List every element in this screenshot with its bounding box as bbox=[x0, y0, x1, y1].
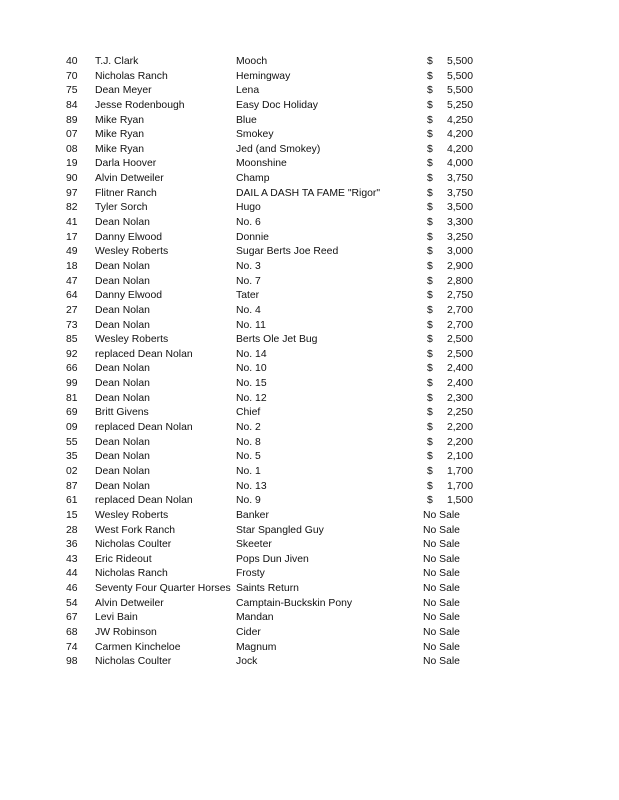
horse-name: No. 6 bbox=[236, 217, 261, 229]
lot-number: 15 bbox=[66, 509, 78, 521]
sale-price: 3,750 bbox=[446, 173, 473, 185]
sale-price: 2,700 bbox=[446, 319, 473, 331]
lot-number: 98 bbox=[66, 656, 78, 668]
sale-row bbox=[0, 216, 619, 231]
sale-status: No Sale bbox=[423, 612, 460, 624]
currency-symbol: $ bbox=[427, 143, 433, 155]
sale-status: No Sale bbox=[423, 626, 460, 638]
lot-number: 49 bbox=[66, 246, 78, 258]
consignor-name: replaced Dean Nolan bbox=[95, 495, 193, 507]
lot-number: 70 bbox=[66, 70, 78, 82]
lot-number: 82 bbox=[66, 202, 78, 214]
horse-name: Saints Return bbox=[236, 583, 299, 595]
currency-symbol: $ bbox=[427, 480, 433, 492]
currency-symbol: $ bbox=[427, 275, 433, 287]
sale-row bbox=[0, 172, 619, 187]
horse-name: Smokey bbox=[236, 129, 274, 141]
sale-price: 2,500 bbox=[446, 334, 473, 346]
currency-symbol: $ bbox=[427, 56, 433, 67]
lot-number: 08 bbox=[66, 143, 78, 155]
consignor-name: Dean Nolan bbox=[95, 319, 150, 331]
sale-row bbox=[0, 611, 619, 626]
consignor-name: Carmen Kincheloe bbox=[95, 641, 181, 653]
sale-status: No Sale bbox=[423, 524, 460, 536]
currency-symbol: $ bbox=[427, 348, 433, 360]
lot-number: 54 bbox=[66, 597, 78, 609]
consignor-name: Dean Nolan bbox=[95, 363, 150, 375]
sale-price: 2,500 bbox=[446, 348, 473, 360]
sale-row bbox=[0, 406, 619, 421]
lot-number: 28 bbox=[66, 524, 78, 536]
horse-name: No. 15 bbox=[236, 378, 267, 390]
currency-symbol: $ bbox=[427, 85, 433, 97]
sale-row bbox=[0, 392, 619, 407]
horse-name: No. 3 bbox=[236, 260, 261, 272]
consignor-name: Darla Hoover bbox=[95, 158, 157, 170]
consignor-name: Dean Nolan bbox=[95, 260, 150, 272]
sale-status: No Sale bbox=[423, 597, 460, 609]
sale-status: No Sale bbox=[423, 583, 460, 595]
consignor-name: Dean Nolan bbox=[95, 378, 150, 390]
horse-name: Camptain-Buckskin Pony bbox=[236, 597, 353, 609]
sale-price: 2,200 bbox=[446, 436, 473, 448]
horse-name: Donnie bbox=[236, 231, 269, 243]
lot-number: 47 bbox=[66, 275, 78, 287]
sale-row bbox=[0, 450, 619, 465]
sale-price: 1,500 bbox=[446, 495, 473, 507]
sale-status: No Sale bbox=[423, 509, 460, 521]
horse-name: No. 2 bbox=[236, 422, 261, 434]
lot-number: 27 bbox=[66, 304, 78, 316]
sale-row bbox=[0, 201, 619, 216]
sale-price: 2,400 bbox=[446, 363, 473, 375]
currency-symbol: $ bbox=[427, 378, 433, 390]
consignor-name: Britt Givens bbox=[95, 407, 149, 419]
sale-row bbox=[0, 143, 619, 158]
horse-name: Frosty bbox=[236, 568, 265, 580]
horse-name: Magnum bbox=[236, 641, 277, 653]
lot-number: 67 bbox=[66, 612, 78, 624]
consignor-name: Seventy Four Quarter Horses bbox=[95, 583, 231, 595]
sale-row bbox=[0, 304, 619, 319]
lot-number: 92 bbox=[66, 348, 78, 360]
sale-row bbox=[0, 553, 619, 568]
sale-price: 1,700 bbox=[446, 480, 473, 492]
currency-symbol: $ bbox=[427, 392, 433, 404]
sale-row bbox=[0, 319, 619, 334]
sale-row bbox=[0, 289, 619, 304]
sale-row bbox=[0, 524, 619, 539]
lot-number: 68 bbox=[66, 626, 78, 638]
sale-row bbox=[0, 655, 619, 670]
horse-name: DAIL A DASH TA FAME "Rigor" bbox=[236, 187, 381, 199]
consignor-name: T.J. Clark bbox=[95, 56, 139, 67]
consignor-name: JW Robinson bbox=[95, 626, 157, 638]
lot-number: 40 bbox=[66, 56, 78, 67]
lot-number: 89 bbox=[66, 114, 78, 126]
horse-name: No. 7 bbox=[236, 275, 261, 287]
sale-results-list bbox=[0, 55, 619, 670]
sale-row bbox=[0, 480, 619, 495]
consignor-name: Dean Nolan bbox=[95, 304, 150, 316]
horse-name: No. 12 bbox=[236, 392, 267, 404]
lot-number: 85 bbox=[66, 334, 78, 346]
horse-name: Jock bbox=[236, 656, 258, 668]
consignor-name: Dean Nolan bbox=[95, 465, 150, 477]
consignor-name: Mike Ryan bbox=[95, 114, 145, 126]
sale-price: 2,300 bbox=[446, 392, 473, 404]
horse-name: Banker bbox=[236, 509, 269, 521]
horse-name: Jed (and Smokey) bbox=[236, 143, 321, 155]
sale-row bbox=[0, 597, 619, 612]
currency-symbol: $ bbox=[427, 422, 433, 434]
horse-name: No. 14 bbox=[236, 348, 267, 360]
sale-price: 2,400 bbox=[446, 378, 473, 390]
sale-row bbox=[0, 465, 619, 480]
consignor-name: Eric Rideout bbox=[95, 553, 152, 565]
horse-name: No. 10 bbox=[236, 363, 267, 375]
lot-number: 17 bbox=[66, 231, 78, 243]
sale-row bbox=[0, 333, 619, 348]
sale-row bbox=[0, 245, 619, 260]
horse-name: Moonshine bbox=[236, 158, 287, 170]
sale-row bbox=[0, 275, 619, 290]
lot-number: 46 bbox=[66, 583, 78, 595]
lot-number: 35 bbox=[66, 451, 78, 463]
lot-number: 55 bbox=[66, 436, 78, 448]
lot-number: 74 bbox=[66, 641, 78, 653]
lot-number: 19 bbox=[66, 158, 78, 170]
horse-name: Easy Doc Holiday bbox=[236, 99, 319, 111]
currency-symbol: $ bbox=[427, 129, 433, 141]
sale-row bbox=[0, 494, 619, 509]
currency-symbol: $ bbox=[427, 70, 433, 82]
horse-name: Hemingway bbox=[236, 70, 291, 82]
horse-name: Star Spangled Guy bbox=[236, 524, 324, 536]
horse-name: No. 4 bbox=[236, 304, 261, 316]
sale-price: 5,250 bbox=[446, 99, 473, 111]
sale-price: 3,300 bbox=[446, 217, 473, 229]
consignor-name: Dean Meyer bbox=[95, 85, 152, 97]
currency-symbol: $ bbox=[427, 451, 433, 463]
lot-number: 36 bbox=[66, 539, 78, 551]
lot-number: 18 bbox=[66, 260, 78, 272]
horse-name: Tater bbox=[236, 290, 260, 302]
sale-status: No Sale bbox=[423, 641, 460, 653]
consignor-name: Nicholas Coulter bbox=[95, 656, 172, 668]
horse-name: Champ bbox=[236, 173, 270, 185]
currency-symbol: $ bbox=[427, 114, 433, 126]
lot-number: 69 bbox=[66, 407, 78, 419]
currency-symbol: $ bbox=[427, 202, 433, 214]
sale-price: 5,500 bbox=[446, 56, 473, 67]
sale-price: 1,700 bbox=[446, 465, 473, 477]
horse-name: No. 9 bbox=[236, 495, 261, 507]
currency-symbol: $ bbox=[427, 173, 433, 185]
horse-name: Mandan bbox=[236, 612, 274, 624]
currency-symbol: $ bbox=[427, 407, 433, 419]
sale-price: 2,800 bbox=[446, 275, 473, 287]
sale-row bbox=[0, 55, 619, 70]
lot-number: 90 bbox=[66, 173, 78, 185]
horse-name: Skeeter bbox=[236, 539, 272, 551]
horse-name: No. 8 bbox=[236, 436, 261, 448]
consignor-name: Wesley Roberts bbox=[95, 509, 169, 521]
consignor-name: Dean Nolan bbox=[95, 275, 150, 287]
sale-status: No Sale bbox=[423, 568, 460, 580]
sale-price: 3,500 bbox=[446, 202, 473, 214]
lot-number: 61 bbox=[66, 495, 78, 507]
sale-row bbox=[0, 128, 619, 143]
currency-symbol: $ bbox=[427, 363, 433, 375]
lot-number: 81 bbox=[66, 392, 78, 404]
sale-price: 3,000 bbox=[446, 246, 473, 258]
currency-symbol: $ bbox=[427, 99, 433, 111]
sale-row bbox=[0, 436, 619, 451]
sale-row bbox=[0, 567, 619, 582]
lot-number: 99 bbox=[66, 378, 78, 390]
sale-price: 2,750 bbox=[446, 290, 473, 302]
currency-symbol: $ bbox=[427, 158, 433, 170]
consignor-name: Mike Ryan bbox=[95, 143, 145, 155]
consignor-name: replaced Dean Nolan bbox=[95, 348, 193, 360]
lot-number: 66 bbox=[66, 363, 78, 375]
horse-name: Chief bbox=[236, 407, 261, 419]
sale-row bbox=[0, 641, 619, 656]
sale-row bbox=[0, 377, 619, 392]
lot-number: 87 bbox=[66, 480, 78, 492]
sale-row bbox=[0, 538, 619, 553]
lot-number: 41 bbox=[66, 217, 78, 229]
sale-row bbox=[0, 626, 619, 641]
consignor-name: Flitner Ranch bbox=[95, 187, 157, 199]
sale-row bbox=[0, 187, 619, 202]
currency-symbol: $ bbox=[427, 319, 433, 331]
sale-price: 4,200 bbox=[446, 129, 473, 141]
horse-name: No. 5 bbox=[236, 451, 261, 463]
currency-symbol: $ bbox=[427, 187, 433, 199]
lot-number: 84 bbox=[66, 99, 78, 111]
sale-price: 2,900 bbox=[446, 260, 473, 272]
currency-symbol: $ bbox=[427, 304, 433, 316]
consignor-name: Danny Elwood bbox=[95, 231, 163, 243]
consignor-name: Wesley Roberts bbox=[95, 334, 169, 346]
lot-number: 44 bbox=[66, 568, 78, 580]
horse-name: Sugar Berts Joe Reed bbox=[236, 246, 339, 258]
sale-status: No Sale bbox=[423, 656, 460, 668]
horse-name: Cider bbox=[236, 626, 261, 638]
currency-symbol: $ bbox=[427, 436, 433, 448]
currency-symbol: $ bbox=[427, 246, 433, 258]
lot-number: 43 bbox=[66, 553, 78, 565]
sale-row bbox=[0, 348, 619, 363]
currency-symbol: $ bbox=[427, 334, 433, 346]
currency-symbol: $ bbox=[427, 217, 433, 229]
consignor-name: Nicholas Ranch bbox=[95, 568, 168, 580]
horse-name: No. 1 bbox=[236, 465, 261, 477]
currency-symbol: $ bbox=[427, 231, 433, 243]
consignor-name: Nicholas Ranch bbox=[95, 70, 168, 82]
sale-row bbox=[0, 84, 619, 99]
consignor-name: Jesse Rodenbough bbox=[95, 99, 185, 111]
sale-row bbox=[0, 509, 619, 524]
consignor-name: Tyler Sorch bbox=[95, 202, 148, 214]
sale-row bbox=[0, 260, 619, 275]
sale-price: 2,250 bbox=[446, 407, 473, 419]
consignor-name: Dean Nolan bbox=[95, 436, 150, 448]
consignor-name: Wesley Roberts bbox=[95, 246, 169, 258]
sale-row bbox=[0, 70, 619, 85]
horse-name: Pops Dun Jiven bbox=[236, 553, 309, 565]
lot-number: 07 bbox=[66, 129, 78, 141]
lot-number: 02 bbox=[66, 465, 78, 477]
sale-price: 2,700 bbox=[446, 304, 473, 316]
sale-row bbox=[0, 421, 619, 436]
consignor-name: Mike Ryan bbox=[95, 129, 145, 141]
horse-name: Mooch bbox=[236, 56, 268, 67]
horse-name: No. 13 bbox=[236, 480, 267, 492]
sale-status: No Sale bbox=[423, 553, 460, 565]
consignor-name: Nicholas Coulter bbox=[95, 539, 172, 551]
sale-price: 2,200 bbox=[446, 422, 473, 434]
horse-name: Blue bbox=[236, 114, 257, 126]
sale-row bbox=[0, 157, 619, 172]
consignor-name: Levi Bain bbox=[95, 612, 138, 624]
lot-number: 09 bbox=[66, 422, 78, 434]
consignor-name: Dean Nolan bbox=[95, 480, 150, 492]
currency-symbol: $ bbox=[427, 495, 433, 507]
sale-row bbox=[0, 231, 619, 246]
lot-number: 73 bbox=[66, 319, 78, 331]
horse-name: Lena bbox=[236, 85, 260, 97]
sale-price: 2,100 bbox=[446, 451, 473, 463]
sale-price: 3,250 bbox=[446, 231, 473, 243]
horse-name: Hugo bbox=[236, 202, 261, 214]
consignor-name: Dean Nolan bbox=[95, 451, 150, 463]
sale-row bbox=[0, 114, 619, 129]
consignor-name: Alvin Detweiler bbox=[95, 597, 164, 609]
sale-price: 5,500 bbox=[446, 70, 473, 82]
lot-number: 75 bbox=[66, 85, 78, 97]
currency-symbol: $ bbox=[427, 465, 433, 477]
consignor-name: West Fork Ranch bbox=[95, 524, 176, 536]
sale-price: 3,750 bbox=[446, 187, 473, 199]
horse-name: No. 11 bbox=[236, 319, 266, 331]
lot-number: 97 bbox=[66, 187, 78, 199]
horse-name: Berts Ole Jet Bug bbox=[236, 334, 318, 346]
sale-row bbox=[0, 362, 619, 377]
sale-status: No Sale bbox=[423, 539, 460, 551]
consignor-name: replaced Dean Nolan bbox=[95, 422, 193, 434]
sale-price: 4,250 bbox=[446, 114, 473, 126]
lot-number: 64 bbox=[66, 290, 78, 302]
consignor-name: Danny Elwood bbox=[95, 290, 163, 302]
currency-symbol: $ bbox=[427, 290, 433, 302]
sale-row bbox=[0, 99, 619, 114]
sale-price: 4,000 bbox=[446, 158, 473, 170]
consignor-name: Alvin Detweiler bbox=[95, 173, 164, 185]
sale-row bbox=[0, 582, 619, 597]
sale-price: 4,200 bbox=[446, 143, 473, 155]
consignor-name: Dean Nolan bbox=[95, 392, 150, 404]
sale-price: 5,500 bbox=[446, 85, 473, 97]
currency-symbol: $ bbox=[427, 260, 433, 272]
consignor-name: Dean Nolan bbox=[95, 217, 150, 229]
